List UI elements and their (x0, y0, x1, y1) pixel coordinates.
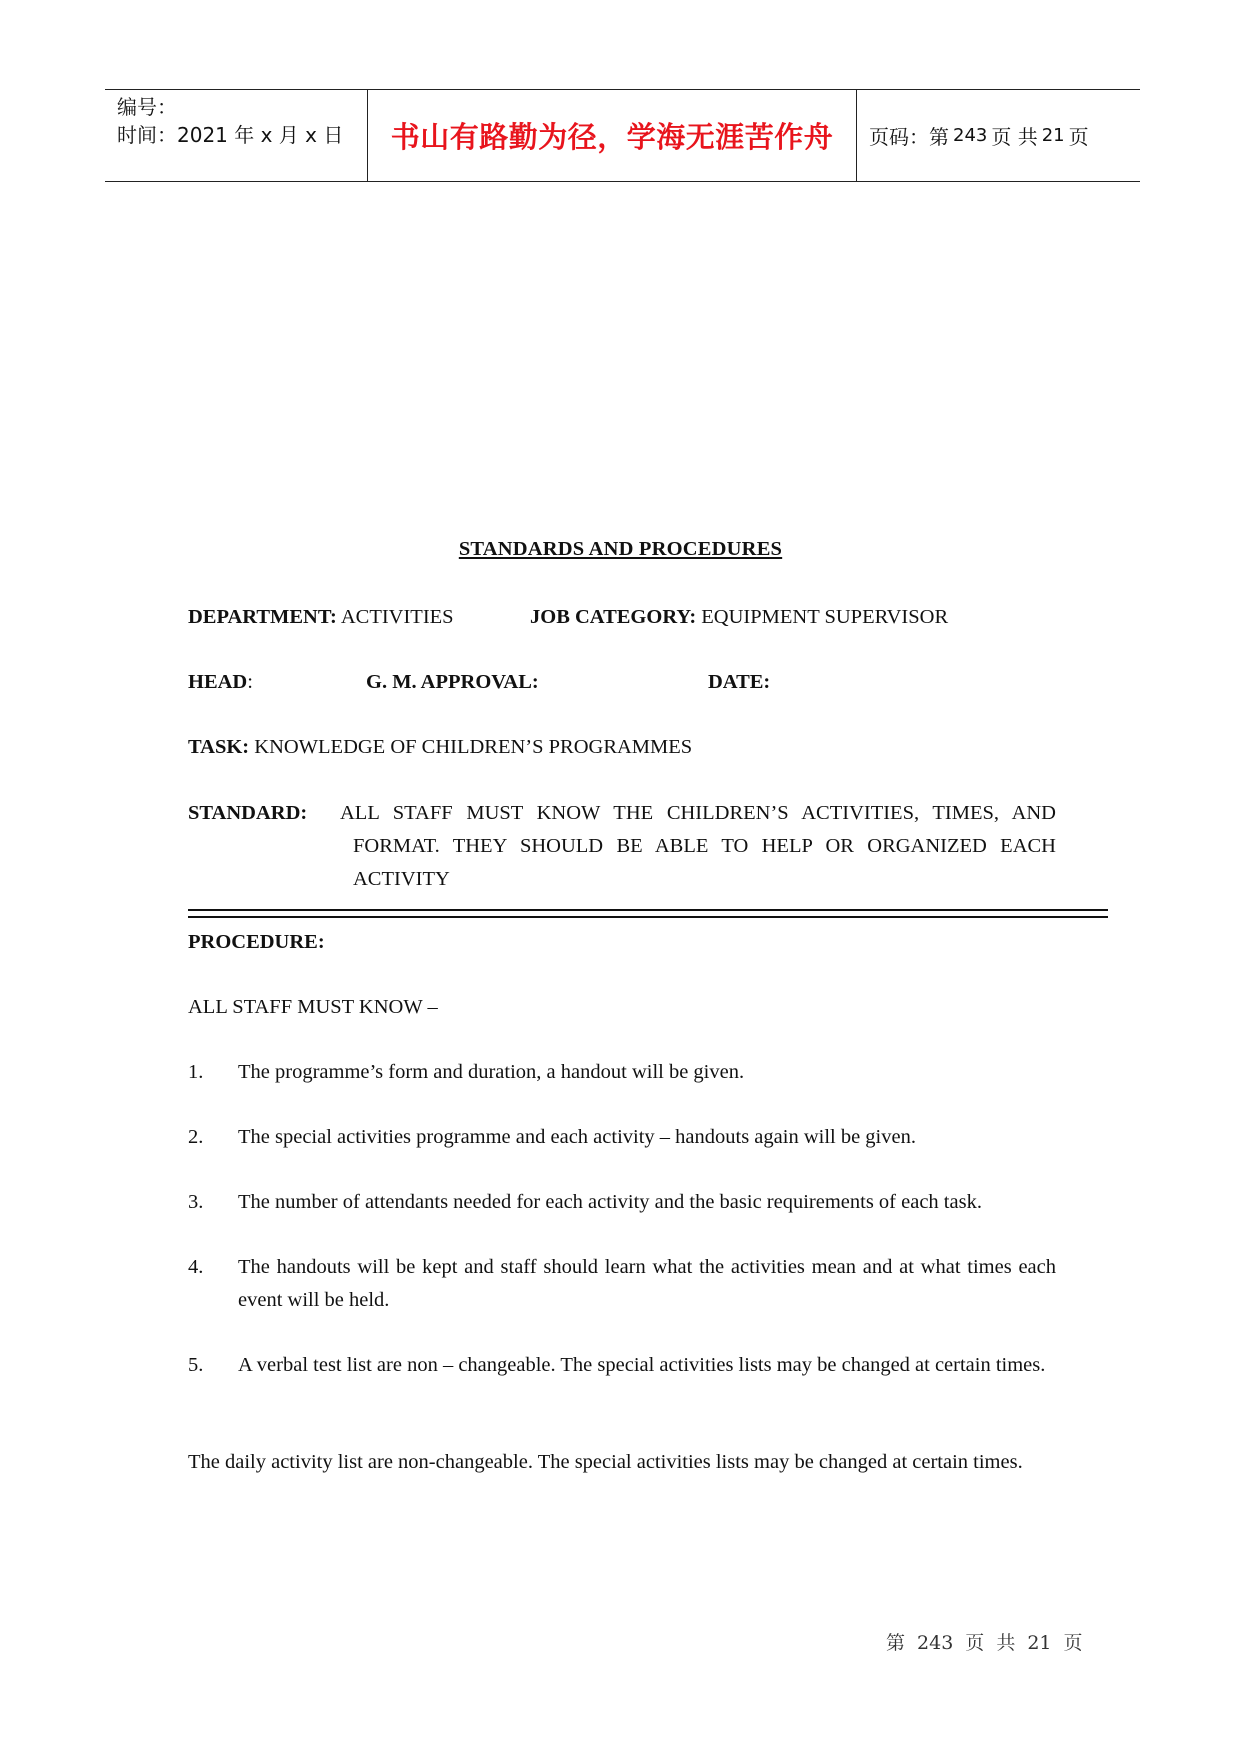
department-label: DEPARTMENT: (188, 606, 337, 628)
double-divider (188, 909, 1108, 918)
job-category-value: EQUIPMENT SUPERVISOR (696, 606, 949, 628)
header-page-prefix: 页码：第 (869, 125, 949, 149)
time-label: 时间：2021 年 x 月 x 日 (117, 123, 344, 147)
header-page-total: 21 (1041, 125, 1065, 146)
head-label: HEAD (188, 671, 248, 693)
closing-paragraph: The daily activity list are non-changeable. The special activities lists may be changed at certain times. (188, 1451, 1023, 1473)
list-item-number: 5. (188, 1354, 204, 1376)
header-meta-cell (105, 90, 368, 181)
document-title: STANDARDS AND PROCEDURES (458, 538, 783, 560)
list-item-text: The handouts will be kept and staff should learn what the activities mean and at what times each event will be held. (238, 1256, 1056, 1311)
gm-approval-label: G. M. APPROVAL: (366, 671, 539, 693)
header-motto-cell (368, 90, 857, 181)
header-page-cell (857, 90, 1140, 181)
head-row (188, 666, 253, 699)
department-row (188, 601, 454, 634)
standard-label: STANDARD: (188, 802, 308, 824)
list-item-text: The programme’s form and duration, a handout will be given. (238, 1061, 745, 1083)
procedure-label: PROCEDURE: (188, 931, 325, 953)
footer-middle: 页 共 (965, 1632, 1016, 1654)
task-value: KNOWLEDGE OF CHILDREN’S PROGRAMMES (249, 736, 693, 758)
footer-prefix: 第 (886, 1632, 906, 1654)
procedure-intro: ALL STAFF MUST KNOW – (188, 996, 438, 1018)
date-label: DATE: (708, 671, 771, 693)
job-category-label: JOB CATEGORY: (530, 606, 697, 628)
list-item-number: 3. (188, 1191, 204, 1213)
page-footer (880, 1628, 1089, 1655)
job-category-row (530, 601, 948, 634)
standard-text: ALL STAFF MUST KNOW THE CHILDREN’S ACTIVITIES, TIMES, AND FORMAT. THEY SHOULD BE ABLE TO HELP OR ORGANIZED EACH ACTIVITY (340, 802, 1056, 890)
task-label: TASK: (188, 736, 250, 758)
list-item-text: A verbal test list are non – changeable. The special activities lists may be changed at certain times. (238, 1354, 1046, 1376)
header-page-middle: 页 共 (991, 125, 1038, 149)
serial-number-label: 编号： (117, 95, 177, 119)
header-page-current: 243 (953, 125, 988, 146)
header-page-suffix: 页 (1068, 125, 1089, 149)
list-item-text: The special activities programme and each activity – handouts again will be given. (238, 1126, 916, 1148)
footer-suffix: 页 (1063, 1632, 1083, 1654)
head-colon: : (247, 671, 253, 693)
list-item-number: 1. (188, 1061, 204, 1083)
footer-page-total: 21 (1027, 1632, 1052, 1654)
header-motto: 书山有路勤为径，学海无涯苦作舟 (390, 120, 834, 154)
department-value: ACTIVITIES (336, 606, 454, 628)
list-item-number: 4. (188, 1256, 204, 1278)
list-item-number: 2. (188, 1126, 204, 1148)
page-header (105, 89, 1140, 182)
list-item-text: The number of attendants needed for each activity and the basic requirements of each task. (238, 1191, 982, 1213)
task-row (188, 731, 692, 764)
footer-page-current: 243 (917, 1632, 954, 1654)
